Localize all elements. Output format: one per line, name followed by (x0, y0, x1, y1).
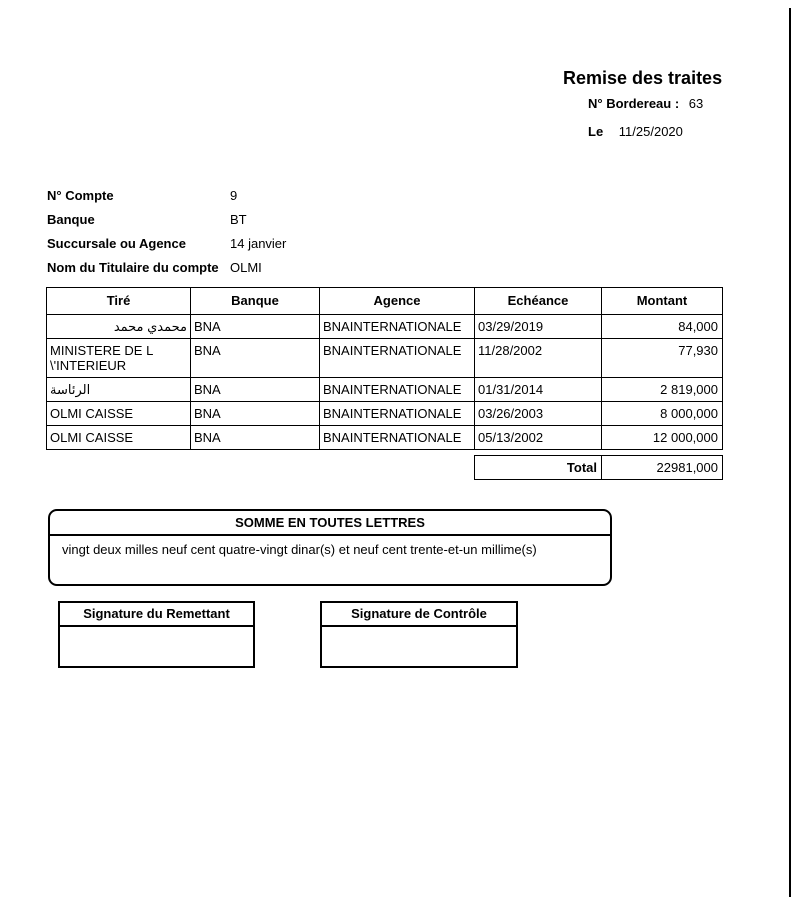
table-header-cell: Echéance (475, 288, 602, 315)
account-field-row (47, 212, 286, 227)
cell-montant: 77,930 (602, 339, 723, 378)
cell-echeance: 03/29/2019 (475, 315, 602, 339)
table-row (47, 315, 723, 339)
cell-tire: MINISTERE DE L \'INTERIEUR (47, 339, 191, 378)
cell-montant: 8 000,000 (602, 402, 723, 426)
page-title: Remise des traites (563, 68, 723, 88)
total-table (474, 455, 723, 480)
table-row (47, 339, 723, 378)
account-field-value: BT (230, 212, 247, 227)
cell-montant: 84,000 (602, 315, 723, 339)
bordereau-value: 63 (688, 96, 704, 111)
date-line (588, 124, 683, 139)
cell-montant: 2 819,000 (602, 378, 723, 402)
account-field-value: 14 janvier (230, 236, 287, 251)
date-value: 11/25/2020 (618, 124, 683, 139)
somme-text: vingt deux milles neuf cent quatre-vingt dinar(s) et neuf cent trente-et-un millime(s) (62, 542, 537, 557)
cell-banque: BNA (191, 402, 320, 426)
table-header-cell: Montant (602, 288, 723, 315)
traites-table (46, 287, 723, 450)
cell-echeance: 05/13/2002 (475, 426, 602, 450)
table-body (47, 315, 723, 450)
account-field-value: 9 (230, 188, 238, 203)
signature-box-controle (320, 601, 518, 668)
cell-montant: 12 000,000 (602, 426, 723, 450)
somme-title: SOMME EN TOUTES LETTRES (50, 511, 610, 536)
table-header-cell: Agence (320, 288, 475, 315)
account-field-label: N° Compte (47, 188, 114, 203)
cell-tire: OLMI CAISSE (47, 426, 191, 450)
total-value: 22981,000 (602, 456, 723, 480)
cell-agence: BNAINTERNATIONALE (320, 426, 475, 450)
table-row (47, 426, 723, 450)
cell-agence: BNAINTERNATIONALE (320, 378, 475, 402)
account-field-row (47, 236, 286, 251)
signature-controle-title: Signature de Contrôle (322, 603, 516, 627)
cell-agence: BNAINTERNATIONALE (320, 315, 475, 339)
signature-remettant-title: Signature du Remettant (60, 603, 253, 627)
table-row (47, 378, 723, 402)
cell-agence: BNAINTERNATIONALE (320, 402, 475, 426)
cell-agence: BNAINTERNATIONALE (320, 339, 475, 378)
account-field-label: Nom du Titulaire du compte (47, 260, 219, 275)
signature-box-remettant (58, 601, 255, 668)
bordereau-line (588, 96, 703, 111)
table-row (47, 402, 723, 426)
cell-echeance: 03/26/2003 (475, 402, 602, 426)
cell-tire: الرئاسة (47, 378, 191, 402)
cell-banque: BNA (191, 378, 320, 402)
account-field-row (47, 260, 286, 275)
cell-tire: محمدي محمد (47, 315, 191, 339)
table-header-cell: Tiré (47, 288, 191, 315)
account-field-row (47, 188, 286, 203)
cell-echeance: 11/28/2002 (475, 339, 602, 378)
cell-tire: OLMI CAISSE (47, 402, 191, 426)
account-fields (47, 188, 286, 284)
somme-box (48, 509, 612, 586)
bordereau-label: N° Bordereau : (588, 96, 680, 111)
total-row (475, 456, 723, 480)
cell-banque: BNA (191, 426, 320, 450)
account-field-label: Banque (47, 212, 95, 227)
cell-echeance: 01/31/2014 (475, 378, 602, 402)
page-edge-line (789, 8, 791, 897)
total-label: Total (475, 456, 602, 480)
signature-remettant-area (60, 627, 253, 667)
cell-banque: BNA (191, 339, 320, 378)
account-field-value: OLMI (230, 260, 262, 275)
table-header-row (47, 288, 723, 315)
account-field-label: Succursale ou Agence (47, 236, 186, 251)
cell-banque: BNA (191, 315, 320, 339)
date-label: Le (588, 124, 604, 139)
table-header-cell: Banque (191, 288, 320, 315)
signature-controle-area (322, 627, 516, 667)
